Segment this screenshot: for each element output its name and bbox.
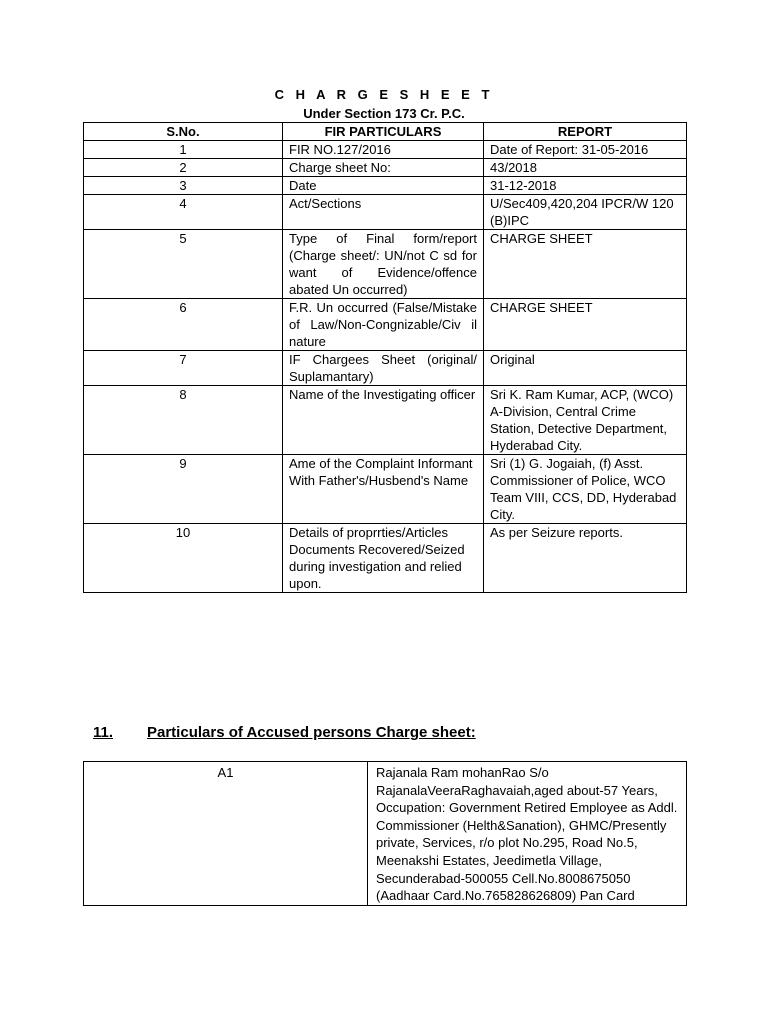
row-report: CHARGE SHEET xyxy=(484,299,687,351)
row-particular: Act/Sections xyxy=(283,195,484,230)
row-particular: Ame of the Complaint Informant With Father's/Husbend's Name xyxy=(283,455,484,524)
section-heading-text: Particulars of Accused persons Charge sheet: xyxy=(147,724,476,741)
table-row xyxy=(84,351,687,386)
table-row xyxy=(84,159,687,177)
row-sno: 2 xyxy=(84,159,283,177)
row-report: 43/2018 xyxy=(484,159,687,177)
row-particular: FIR NO.127/2016 xyxy=(283,141,484,159)
row-particular: Charge sheet No: xyxy=(283,159,484,177)
row-particular: IF Chargees Sheet (original/ Suplamantary) xyxy=(283,351,484,386)
header-fir-particulars: FIR PARTICULARS xyxy=(283,123,484,141)
row-particular: Date xyxy=(283,177,484,195)
accused-section-heading xyxy=(93,724,476,741)
row-particular: Name of the Investigating officer xyxy=(283,386,484,455)
row-particular: Type of Final form/report (Charge sheet/: UN/not C sd for want of Evidence/offence abated Un occurred) xyxy=(283,230,484,299)
fir-particulars-table xyxy=(83,122,687,593)
row-report: Sri (1) G. Jogaiah, (f) Asst. Commissioner of Police, WCO Team VIII, CCS, DD, Hyderabad City. xyxy=(484,455,687,524)
row-sno: 8 xyxy=(84,386,283,455)
row-report: Original xyxy=(484,351,687,386)
table-row xyxy=(84,141,687,159)
accused-row xyxy=(84,762,687,906)
table-row xyxy=(84,524,687,593)
row-report: As per Seizure reports. xyxy=(484,524,687,593)
row-sno: 9 xyxy=(84,455,283,524)
row-sno: 7 xyxy=(84,351,283,386)
row-particular: F.R. Un occurred (False/Mistake of Law/Non-Congnizable/Civ il nature xyxy=(283,299,484,351)
row-report: 31-12-2018 xyxy=(484,177,687,195)
row-particular: Details of proprrties/Articles Documents Recovered/Seized during investigation and relied upon. xyxy=(283,524,484,593)
row-report: Date of Report: 31-05-2016 xyxy=(484,141,687,159)
row-sno: 1 xyxy=(84,141,283,159)
table-row xyxy=(84,230,687,299)
row-report: CHARGE SHEET xyxy=(484,230,687,299)
accused-details: Rajanala Ram mohanRao S/o RajanalaVeeraRaghavaiah,aged about-57 Years, Occupation: Government Retired Employee as Addl. Commissioner (Helth&Sanation), GHMC/Presently private, Services, r/o plot No.295, Road No.5, Meenakshi Estates, Jeedimetla Village, Secunderabad-500055 Cell.No.8008675050 (Aadhaar Card.No.765828626809) Pan Card xyxy=(368,762,687,906)
document-subtitle: Under Section 173 Cr. P.C. xyxy=(303,106,465,121)
row-sno: 5 xyxy=(84,230,283,299)
table-header-row xyxy=(84,123,687,141)
row-report: U/Sec409,420,204 IPCR/W 120 (B)IPC xyxy=(484,195,687,230)
header-report: REPORT xyxy=(484,123,687,141)
row-sno: 10 xyxy=(84,524,283,593)
row-report: Sri K. Ram Kumar, ACP, (WCO) A-Division, Central Crime Station, Detective Department, Hyderabad City. xyxy=(484,386,687,455)
row-sno: 4 xyxy=(84,195,283,230)
table-row xyxy=(84,177,687,195)
table-row xyxy=(84,455,687,524)
accused-id: A1 xyxy=(84,762,368,906)
document-title: C H A R G E S H E E T xyxy=(274,87,494,102)
table-row xyxy=(84,386,687,455)
table-row xyxy=(84,299,687,351)
table-row xyxy=(84,195,687,230)
section-number: 11. xyxy=(93,724,114,741)
header-sno: S.No. xyxy=(84,123,283,141)
row-sno: 6 xyxy=(84,299,283,351)
accused-table xyxy=(83,761,687,906)
row-sno: 3 xyxy=(84,177,283,195)
